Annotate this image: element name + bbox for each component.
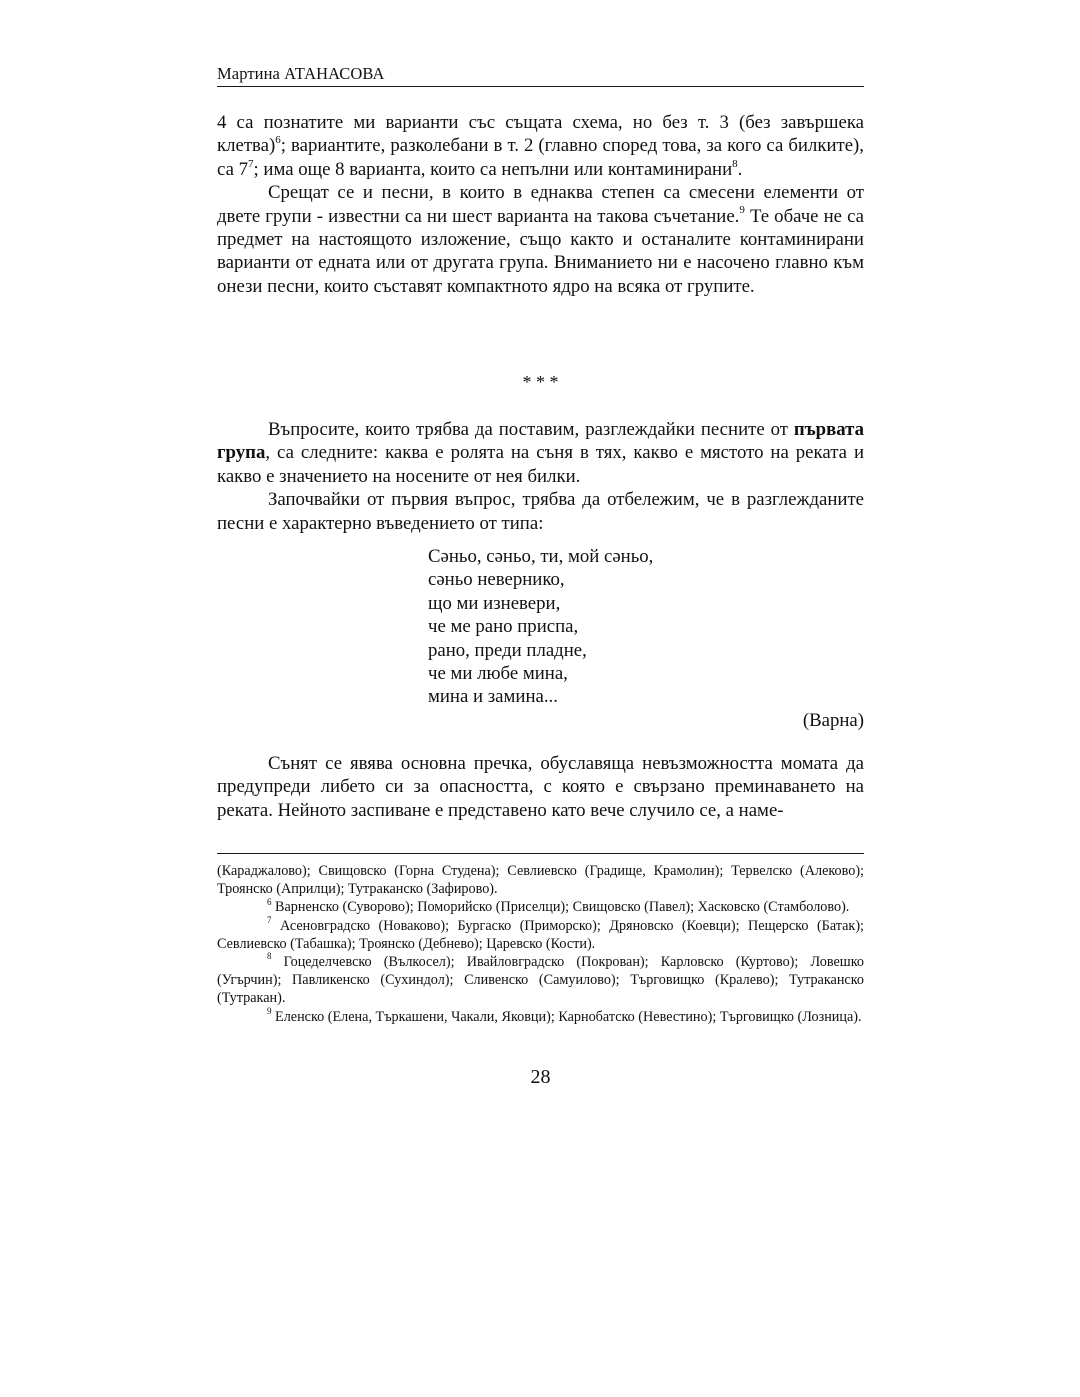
footnote-divider [217, 853, 864, 854]
paragraph-questions: Въпросите, които трябва да поставим, разглеждайки песните от първата група, са следните: каква е ролята на съня в тях, какво е мястото на реката и какво е значението на носените от нея билки. [217, 419, 864, 487]
verse-line: мина и замина... [428, 686, 558, 708]
body-block-bottom [217, 752, 864, 822]
running-header [217, 64, 864, 87]
footnote-continued: (Караджалово); Свищовско (Горна Студена); Севлиевско (Градище, Крамолин); Тервелско (Алеково); Троянско (Априлци); Тутраканско (Зафирово). [217, 863, 864, 898]
footnote-ref-9: 9 [739, 204, 745, 217]
header-author: Мартина АТАНАСОВА [217, 64, 385, 83]
verse-line: що ми изневери, [428, 592, 561, 614]
verse-line: Сәньо, сәньо, ти, мой сәньо, [428, 546, 654, 567]
body-block-top [217, 111, 864, 298]
footnote-6: $^6$ Варненско (Суворово); Поморийско (Приселци); Свищовско (Павел); Хасковско (Стамболово). [267, 896, 850, 916]
footnote-ref-7: 7 [248, 157, 254, 170]
paragraph-introduction: Започвайки от първия въпрос, трябва да отбележим, че в разглежданите песни е характерно въведението от типа: [217, 489, 864, 534]
emphasis-first-group: първата група [217, 419, 864, 464]
verse-line: сәньо невернико, [428, 569, 565, 591]
verse-line: рано, преди пладне, [428, 639, 587, 661]
paragraph-sleep: Сънят се явява основна пречка, обуславяща невъзможността момата да предупреди либето си за опасността, с която е свързано преминаването на реката. Нейното заспиване е представено като вече случило се, а наме- [217, 753, 864, 821]
footnote-ref-6: 6 [275, 134, 281, 147]
footnotes [217, 862, 864, 1026]
footnote-ref-8: 8 [732, 157, 738, 170]
section-separator: * * * [522, 372, 559, 392]
paragraph-mixed-songs: Срещат се и песни, в които в еднаква степен са смесени елементи от двете групи - известни са ни шест варианта на такова съчетание.$^9$ Те обаче не са предмет на настоящото изложение, също както и останалите контаминирани варианти от едната или от другата група. Вниманието ни е насочено главно към онези песни, които съставят компактното ядро на всяка от групите. [217, 182, 864, 297]
paragraph-variants: 4 са познатите ми варианти със същата схема, но без т. 3 (без завършека клетва)$^6$; вариантите, разколебани в т. 2 (главно според това, за кого са билките), са $7^7$; има още 8 варианта, които са непълни или контаминирани$^8$. [217, 112, 864, 180]
page-number: 28 [530, 1066, 551, 1088]
verse-line: че ми любе мина, [428, 663, 568, 685]
footnote-9: $^9$ Еленско (Елена, Търкашени, Чакали, Яковци); Карнобатско (Невестино); Търговищко (Лозница). [267, 1005, 862, 1025]
footnote-7: $^7$ Асеновградско (Новаково); Бургаско (Приморско); Дряновско (Коевци); Пещерско (Батак); Севлиевско (Табашка); Троянско (Дебнево); Царевско (Кости). [217, 914, 864, 952]
verse-source: (Варна) [802, 710, 864, 731]
song-verse [428, 545, 653, 709]
verse-line: че ме рано приспа, [428, 616, 579, 638]
body-block-middle [217, 418, 864, 535]
footnote-8: $^8$ Гоцеделчевско (Вълкосел); Ивайловградско (Покрован); Карловско (Куртово); Ловешко (Угърчин); Павликенско (Сухиндол); Сливенско (Самуилово); Търговищко (Кралево); Тутраканско (Тутракан). [217, 951, 864, 1007]
